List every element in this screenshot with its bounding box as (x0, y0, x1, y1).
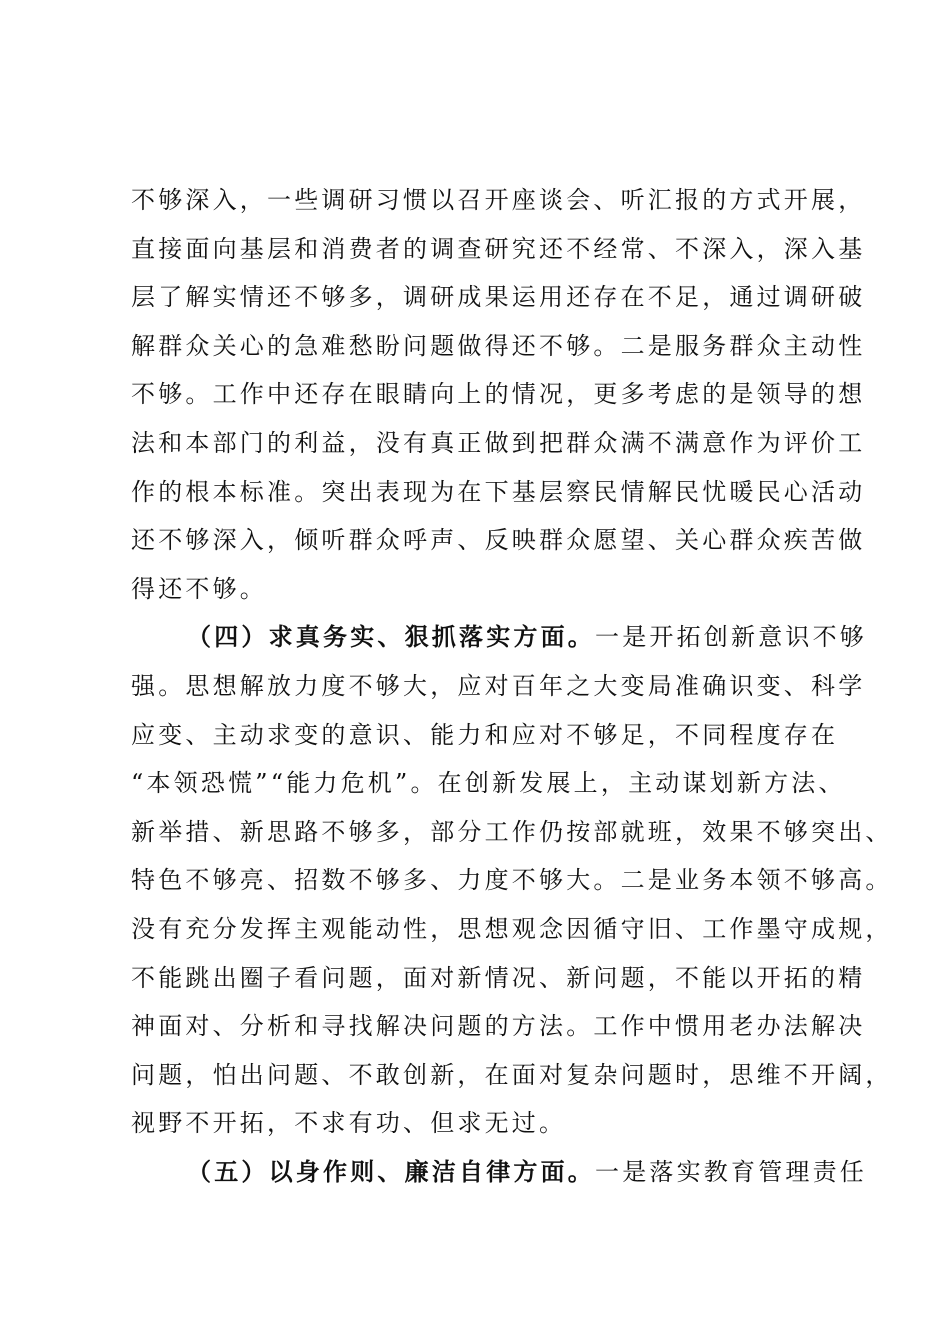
document-body (131, 176, 893, 1196)
text-line (131, 1148, 867, 1197)
text-line: 作的根本标准。突出表现为在下基层察民情解民忧暖民心活动 (131, 477, 866, 506)
paragraph-service-masses (131, 176, 866, 613)
text-run: 一是开拓创新意识不够 (595, 623, 867, 652)
text-line: 新举措、新思路不够多，部分工作仍按部就班，效果不够突出、 (131, 817, 893, 846)
text-line: 没有充分发挥主观能动性，思想观念因循守旧、工作墨守成规， (131, 914, 893, 943)
text-line: 应变、主动求变的意识、能力和应对不够足，不同程度存在 (131, 720, 839, 749)
text-line: 问题，怕出问题、不敢创新，在面对复杂问题时，思维不开阔， (131, 1060, 893, 1089)
text-line: “本领恐慌”“能力危机”。在创新发展上，主动谋划新方法、 (131, 769, 846, 798)
paragraph-seek-truth (131, 613, 893, 1148)
text-line: 直接面向基层和消费者的调查研究还不经常、不深入，深入基 (131, 234, 866, 263)
text-line: 得还不够。 (131, 574, 267, 603)
text-line: 不够深入，一些调研习惯以召开座谈会、听汇报的方式开展， (131, 186, 866, 214)
text-line: 层了解实情还不够多，调研成果运用还存在不足，通过调研破 (131, 283, 866, 312)
text-line: 强。思想解放力度不够大，应对百年之大变局准确识变、科学 (131, 671, 866, 700)
text-line: 特色不够亮、招数不够多、力度不够大。二是业务本领不够高。 (131, 866, 893, 895)
text-line: 不能跳出圈子看问题，面对新情况、新问题，不能以开拓的精 (131, 963, 866, 992)
section-heading: （五）以身作则、廉洁自律方面。 (187, 1156, 595, 1186)
text-line (131, 613, 867, 662)
text-line: 神面对、分析和寻找解决问题的方法。工作中惯用老办法解决 (131, 1012, 866, 1041)
paragraph-lead-by-example (131, 1148, 867, 1197)
text-line: 还不够深入，倾听群众呼声、反映群众愿望、关心群众疾苦做 (131, 526, 866, 555)
text-line: 法和本部门的利益，没有真正做到把群众满不满意作为评价工 (131, 428, 866, 457)
text-line: 不够。工作中还存在眼睛向上的情况，更多考虑的是领导的想 (131, 380, 866, 409)
text-line: 解群众关心的急难愁盼问题做得还不够。二是服务群众主动性 (131, 331, 866, 360)
section-heading: （四）求真务实、狠抓落实方面。 (187, 622, 595, 652)
text-line: 视野不开拓，不求有功、但求无过。 (131, 1109, 567, 1138)
text-run: 一是落实教育管理责任 (595, 1157, 867, 1186)
